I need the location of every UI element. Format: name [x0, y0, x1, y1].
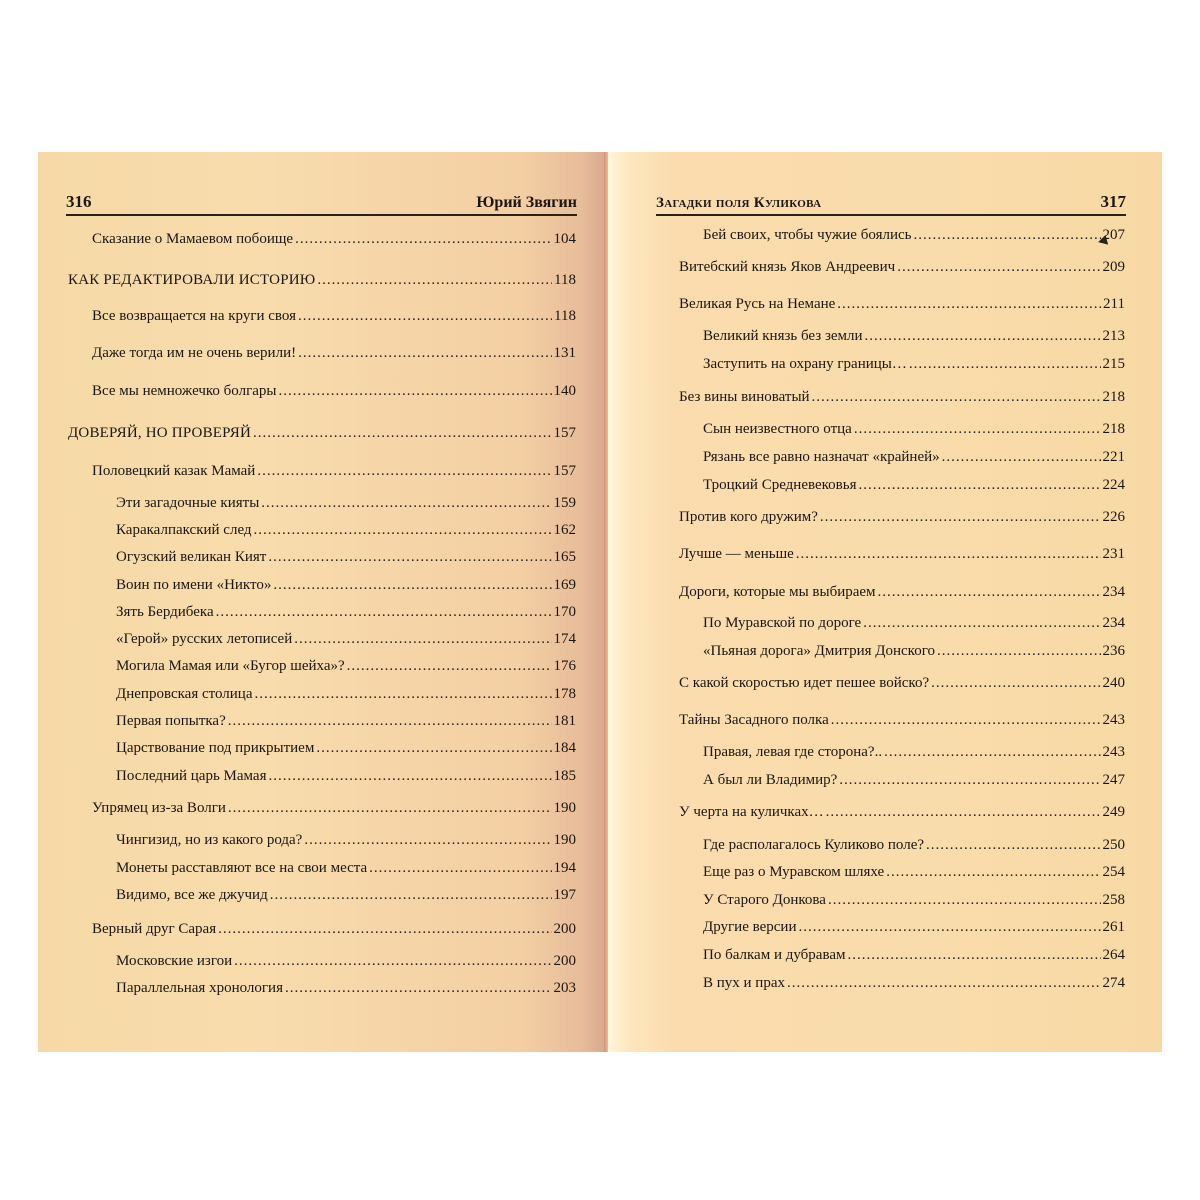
- toc-entry-page: 157: [553, 463, 576, 479]
- toc-entry-page: 170: [553, 604, 576, 620]
- toc-entry-page: 174: [553, 631, 576, 647]
- toc-entry-page: 197: [553, 887, 576, 903]
- toc-entry-title: Московские изгои: [116, 953, 233, 969]
- toc-entry-title: Воин по имени «Никто»: [116, 577, 272, 593]
- toc-entry-page: 200: [553, 921, 576, 937]
- toc-entry-title: Первая попытка?: [116, 713, 226, 729]
- toc-entry-page: 118: [554, 272, 576, 288]
- dot-leader: [937, 642, 1101, 660]
- toc-entry-title: Сказание о Мамаевом побоище: [92, 231, 294, 247]
- dot-leader: [261, 494, 551, 512]
- toc-entry-page: 218: [1102, 389, 1125, 405]
- toc-entry: [92, 230, 576, 248]
- toc-entry: [703, 448, 1125, 466]
- toc-entry: [703, 420, 1125, 438]
- dot-leader: [273, 576, 551, 594]
- toc-entry-page: 118: [554, 308, 576, 324]
- toc-entry-title: Днепровская столица: [116, 686, 253, 702]
- toc-entry: [92, 462, 576, 480]
- toc-entry-title: Бей своих, чтобы чужие боялись: [703, 227, 912, 243]
- dot-leader: [831, 711, 1101, 729]
- toc-entry-page: 157: [553, 425, 576, 441]
- toc-entry-page: 211: [1103, 296, 1125, 312]
- toc-entry: [703, 743, 1125, 761]
- toc-entry-title: Рязань все равно назначат «крайней»: [703, 449, 940, 465]
- toc-entry: [703, 226, 1125, 244]
- toc-entry: [116, 767, 576, 785]
- toc-entry: [703, 918, 1125, 936]
- toc-entry-title: Великий князь без земли: [703, 328, 863, 344]
- toc-entry-page: 203: [553, 980, 576, 996]
- toc-entry-title: Огузский великан Кият: [116, 549, 267, 565]
- toc-entry-page: 159: [553, 495, 576, 511]
- dot-leader: [820, 508, 1101, 526]
- toc-entry-title: Половецкий казак Мамай: [92, 463, 256, 479]
- toc-entry: [679, 258, 1125, 276]
- dot-leader: [926, 836, 1100, 854]
- toc-entry-page: 162: [553, 522, 576, 538]
- toc-entry-page: 247: [1102, 772, 1125, 788]
- dot-leader: [254, 685, 551, 703]
- toc-entry: [703, 891, 1125, 909]
- toc-entry-page: 190: [553, 800, 576, 816]
- toc-entry-page: 226: [1102, 509, 1125, 525]
- toc-entry-page: 207: [1102, 227, 1125, 243]
- toc-entry-title: Могила Мамая или «Бугор шейха»?: [116, 658, 345, 674]
- toc-entry: [679, 711, 1125, 729]
- toc-entry-page: 131: [553, 345, 576, 361]
- toc-entry: [92, 344, 576, 362]
- dot-leader: [298, 307, 552, 325]
- dot-leader: [878, 583, 1101, 601]
- toc-entry: [679, 295, 1125, 313]
- toc-entry-page: 190: [553, 832, 576, 848]
- toc-entry-title: Каракалпакский след: [116, 522, 252, 538]
- left-running-head: [66, 188, 577, 216]
- dot-leader: [799, 918, 1101, 936]
- toc-entry-page: 215: [1102, 356, 1125, 372]
- dot-leader: [270, 886, 552, 904]
- book-spread: [38, 152, 1162, 1052]
- toc-entry: [92, 307, 576, 325]
- toc-entry-title: Тайны Засадного полка: [679, 712, 829, 728]
- toc-entry: [92, 920, 576, 938]
- toc-entry-title: Чингизид, но из какого рода?: [116, 832, 303, 848]
- toc-entry-title: Последний царь Мамая: [116, 768, 267, 784]
- toc-entry-title: Все возвращается на круги своя: [92, 308, 297, 324]
- dot-leader: [863, 614, 1100, 632]
- dot-leader: [826, 803, 1101, 821]
- toc-entry: [116, 739, 576, 757]
- toc-entry-page: 254: [1102, 864, 1125, 880]
- toc-entry: [92, 382, 576, 400]
- toc-entry: [679, 388, 1125, 406]
- toc-entry-page: 209: [1102, 259, 1125, 275]
- dot-leader: [347, 657, 552, 675]
- toc-entry-page: 194: [553, 860, 576, 876]
- toc-entry-page: 178: [553, 686, 576, 702]
- dot-leader: [298, 344, 551, 362]
- toc-entry-title: В пух и прах: [703, 975, 785, 991]
- toc-entry-page: 165: [553, 549, 576, 565]
- toc-entry: [116, 712, 576, 730]
- toc-entry: [703, 946, 1125, 964]
- dot-leader: [228, 712, 552, 730]
- toc-entry-title: Все мы немножечко болгары: [92, 383, 277, 399]
- toc-entry-title: Даже тогда им не очень верили!: [92, 345, 297, 361]
- toc-entry: [116, 630, 576, 648]
- dot-leader: [931, 674, 1100, 692]
- toc-entry: [703, 642, 1125, 660]
- toc-entry: [92, 799, 576, 817]
- toc-entry-title: Дороги, которые мы выбираем: [679, 584, 876, 600]
- dot-leader: [787, 974, 1101, 992]
- dot-leader: [253, 424, 552, 442]
- toc-entry: [703, 974, 1125, 992]
- toc-entry-title: Витебский князь Яков Андреевич: [679, 259, 896, 275]
- dot-leader: [254, 521, 552, 539]
- dot-leader: [942, 448, 1101, 466]
- toc-entry-title: Против кого дружим?: [679, 509, 818, 525]
- dot-leader: [897, 258, 1100, 276]
- dot-leader: [865, 327, 1101, 345]
- toc-entry-title: «Пьяная дорога» Дмитрия Донского: [703, 643, 935, 659]
- toc-entry: [68, 424, 576, 442]
- toc-entry-title: Царствование под прикрытием: [116, 740, 315, 756]
- toc-entry-title: Монеты расставляют все на свои места: [116, 860, 368, 876]
- toc-entry: [116, 685, 576, 703]
- toc-entry-title: С какой скоростью идет пешее войско?: [679, 675, 930, 691]
- toc-entry-title: Зять Бердибека: [116, 604, 214, 620]
- toc-entry-page: 140: [553, 383, 576, 399]
- dot-leader: [812, 388, 1101, 406]
- toc-entry-title: Троцкий Средневековья: [703, 477, 857, 493]
- toc-entry-page: 184: [553, 740, 576, 756]
- toc-entry-page: 224: [1102, 477, 1125, 493]
- dot-leader: [304, 831, 551, 849]
- toc-entry: [703, 836, 1125, 854]
- toc-entry-title: КАК РЕДАКТИРОВАЛИ ИСТОРИЮ: [68, 272, 316, 288]
- toc-entry: [116, 657, 576, 675]
- toc-entry-title: Видимо, все же джучид: [116, 887, 268, 903]
- toc-entry: [703, 771, 1125, 789]
- toc-entry-title: Упрямец из-за Волги: [92, 800, 226, 816]
- toc-entry-page: 169: [553, 577, 576, 593]
- toc-entry-page: 213: [1102, 328, 1125, 344]
- toc-entry: [116, 548, 576, 566]
- toc-entry: [116, 831, 576, 849]
- dot-leader: [839, 771, 1100, 789]
- left-running-head-author: Юрий Звягин: [476, 194, 577, 211]
- toc-entry-page: 218: [1102, 421, 1125, 437]
- dot-leader: [796, 545, 1101, 563]
- right-running-head-title: Загадки поля Куликова: [656, 195, 822, 211]
- toc-entry-title: Параллельная хронология: [116, 980, 283, 996]
- toc-entry: [679, 803, 1125, 821]
- toc-entry: [679, 674, 1125, 692]
- toc-entry: [116, 952, 576, 970]
- dot-leader: [854, 420, 1101, 438]
- dot-leader: [278, 382, 551, 400]
- right-page-number: 317: [1100, 192, 1126, 211]
- toc-entry-title: ДОВЕРЯЙ, НО ПРОВЕРЯЙ: [68, 425, 251, 441]
- dot-leader: [257, 462, 551, 480]
- dot-leader: [216, 603, 552, 621]
- toc-entry-title: Другие версии: [703, 919, 797, 935]
- toc-entry-page: 221: [1102, 449, 1125, 465]
- toc-entry-title: Великая Русь на Немане: [679, 296, 836, 312]
- toc-entry-page: 236: [1102, 643, 1125, 659]
- dot-leader: [886, 863, 1100, 881]
- toc-entry: [116, 859, 576, 877]
- toc-entry: [116, 576, 576, 594]
- toc-entry-page: 240: [1102, 675, 1125, 691]
- toc-entry: [116, 521, 576, 539]
- toc-entry: [679, 583, 1125, 601]
- toc-entry-page: 185: [553, 768, 576, 784]
- left-page-number: 316: [66, 192, 92, 211]
- dot-leader: [234, 952, 551, 970]
- toc-entry-page: 249: [1102, 804, 1125, 820]
- toc-entry-page: 243: [1102, 744, 1125, 760]
- toc-entry-title: Сын неизвестного отца: [703, 421, 852, 437]
- toc-entry: [116, 603, 576, 621]
- dot-leader: [913, 226, 1100, 244]
- toc-entry-title: Лучше — меньше: [679, 546, 794, 562]
- toc-entry-page: 258: [1102, 892, 1125, 908]
- toc-entry-page: 234: [1102, 584, 1125, 600]
- dot-leader: [294, 630, 551, 648]
- dot-leader: [295, 230, 551, 248]
- toc-entry-page: 181: [553, 713, 576, 729]
- toc-entry-title: По балкам и дубравам: [703, 947, 846, 963]
- toc-entry-title: А был ли Владимир?: [703, 772, 838, 788]
- toc-entry: [703, 614, 1125, 632]
- right-running-head: [656, 188, 1126, 216]
- toc-entry-page: 274: [1102, 975, 1125, 991]
- toc-entry-title: «Герой» русских летописей: [116, 631, 293, 647]
- dot-leader: [228, 799, 552, 817]
- toc-entry: [703, 355, 1125, 373]
- toc-entry-page: 264: [1102, 947, 1125, 963]
- left-page: [38, 152, 605, 1052]
- toc-entry: [679, 508, 1125, 526]
- toc-entry-title: Без вины виноватый: [679, 389, 810, 405]
- dot-leader: [848, 946, 1101, 964]
- dot-leader: [369, 859, 551, 877]
- toc-entry: [68, 271, 576, 289]
- toc-entry-page: 261: [1102, 919, 1125, 935]
- dot-leader: [909, 355, 1101, 373]
- dot-leader: [268, 548, 551, 566]
- dot-leader: [884, 743, 1100, 761]
- toc-entry-page: 243: [1102, 712, 1125, 728]
- toc-entry-title: Где располагалось Куликово поле?: [703, 837, 925, 853]
- toc-entry-title: Правая, левая где сторона?..: [703, 744, 883, 760]
- toc-entry-title: По Муравской по дороге: [703, 615, 862, 631]
- right-page: [608, 152, 1162, 1052]
- toc-entry: [703, 476, 1125, 494]
- dot-leader: [828, 891, 1101, 909]
- toc-entry-title: Эти загадочные кияты: [116, 495, 260, 511]
- toc-entry-page: 231: [1102, 546, 1125, 562]
- toc-entry: [703, 863, 1125, 881]
- dot-leader: [316, 739, 551, 757]
- toc-entry-title: Еще раз о Муравском шляхе: [703, 864, 885, 880]
- toc-entry-page: 104: [553, 231, 576, 247]
- dot-leader: [218, 920, 551, 938]
- toc-entry: [116, 979, 576, 997]
- dot-leader: [859, 476, 1101, 494]
- dot-leader: [317, 271, 552, 289]
- toc-entry: [679, 545, 1125, 563]
- toc-entry-page: 250: [1102, 837, 1125, 853]
- dot-leader: [269, 767, 552, 785]
- toc-entry-page: 176: [553, 658, 576, 674]
- toc-entry: [116, 494, 576, 512]
- toc-entry: [703, 327, 1125, 345]
- toc-entry-title: Заступить на охрану границы…: [703, 356, 907, 372]
- toc-entry-title: У Старого Донкова: [703, 892, 826, 908]
- dot-leader: [837, 295, 1101, 313]
- toc-entry-page: 200: [553, 953, 576, 969]
- toc-entry: [116, 886, 576, 904]
- toc-entry-title: У черта на куличках…: [679, 804, 824, 820]
- toc-entry-page: 234: [1102, 615, 1125, 631]
- dot-leader: [285, 979, 552, 997]
- toc-entry-title: Верный друг Сарая: [92, 921, 217, 937]
